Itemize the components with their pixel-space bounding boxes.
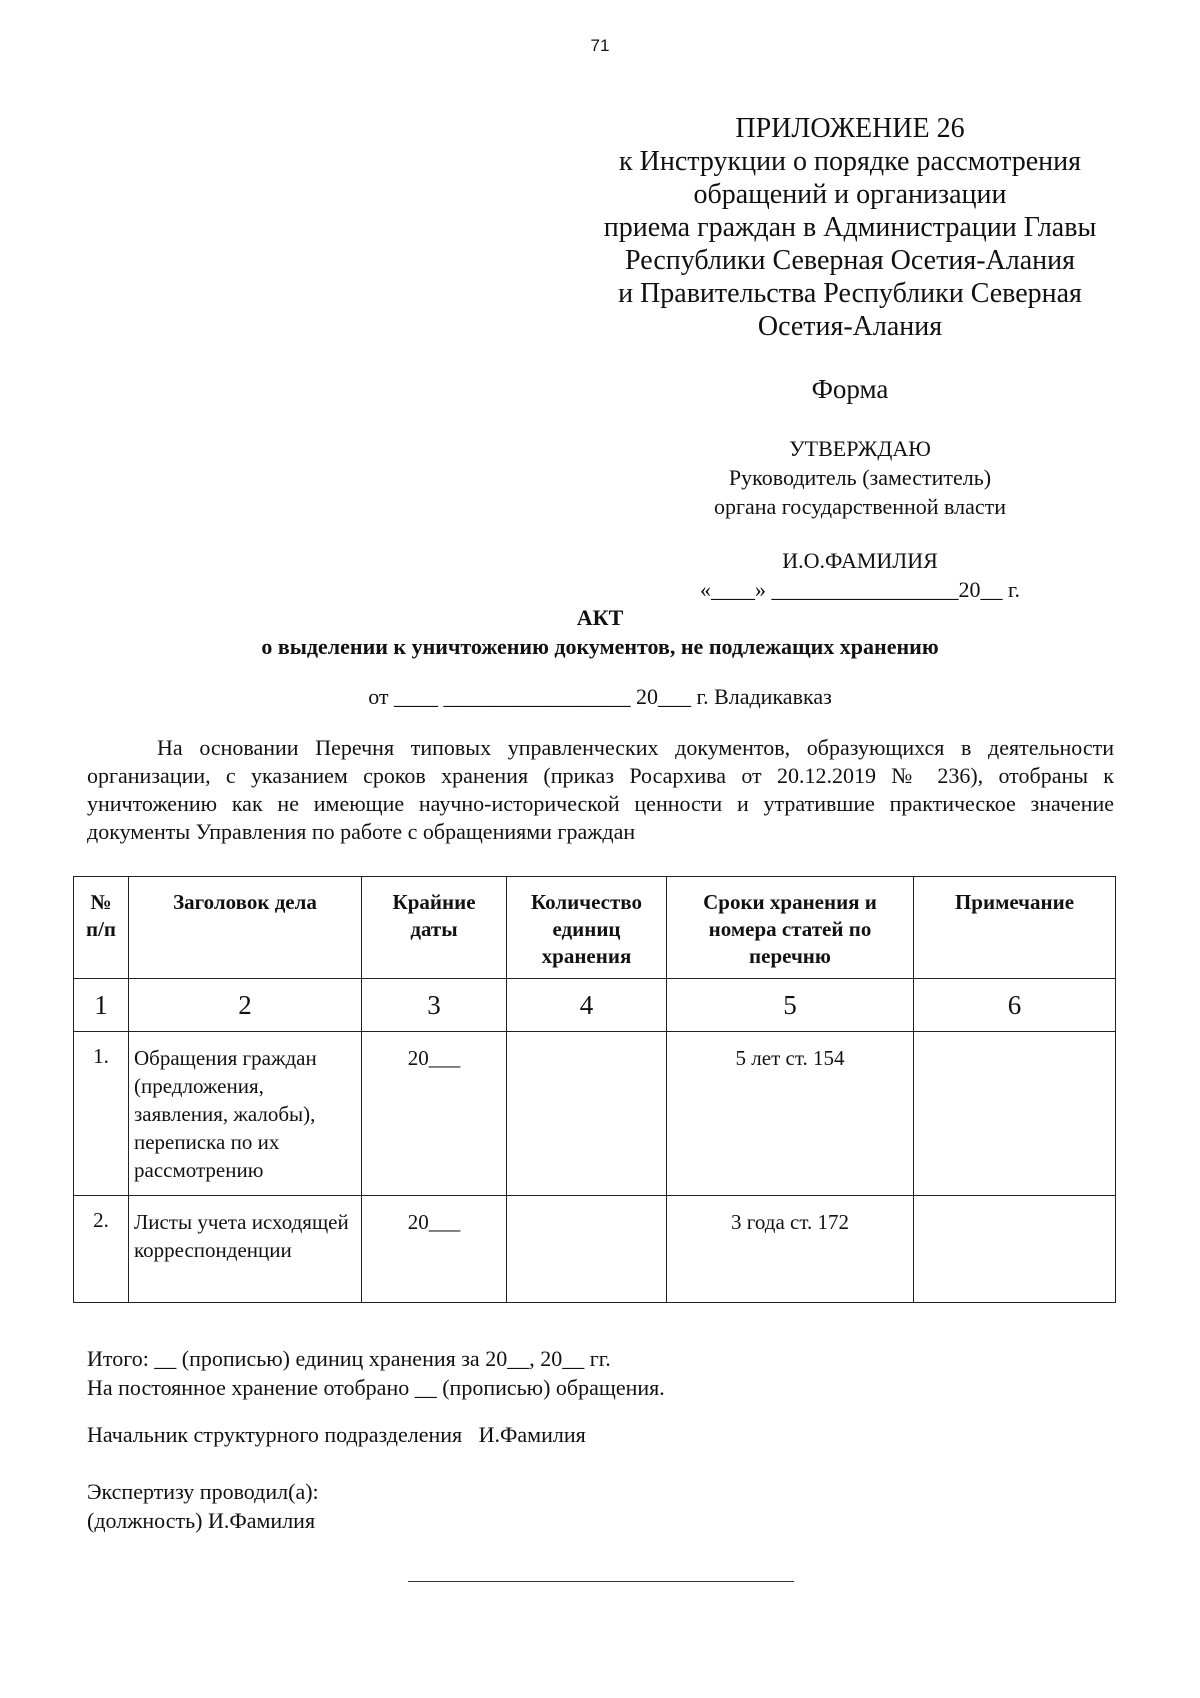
header-cell: Примечание <box>914 877 1116 979</box>
approval-position-line2: органа государственной власти <box>713 494 1007 519</box>
row-dates: 20___ <box>362 1032 507 1196</box>
appendix-line: и Правительства Республики Северная <box>618 278 1082 309</box>
row-term: 5 лет ст. 154 <box>667 1032 914 1196</box>
row-count <box>507 1032 667 1196</box>
appendix-header <box>580 112 1120 343</box>
appendix-line: приема граждан в Администрации Главы <box>603 212 1097 243</box>
head-signature: Начальник структурного подразделения И.Фамилия <box>87 1422 586 1447</box>
appendix-line: Осетия-Алания <box>757 311 943 342</box>
row-dates: 20___ <box>362 1196 507 1303</box>
approval-name: И.О.ФАМИЛИЯ <box>782 548 938 573</box>
row-number: 1. <box>74 1032 129 1196</box>
expertise-line2: (должность) И.Фамилия <box>87 1508 316 1533</box>
basis-text: На основании Перечня типовых управленческих документов, образующихся в деятельности организации, с указанием сроков хранения (приказ Росархива от 20.12.2019 № 236), отобраны к уничтожению как не имеющие научно-исторической ценности и утратившие практическое значение документы Управления по работе с обращениями граждан <box>87 735 1114 844</box>
totals-line2: На постоянное хранение отобрано __ (прописью) обращения. <box>87 1375 665 1400</box>
column-number: 1 <box>74 979 129 1032</box>
approval-block <box>680 434 1040 521</box>
row-term: 3 года ст. 172 <box>667 1196 914 1303</box>
totals-line1: Итого: __ (прописью) единиц хранения за 20__, 20__ гг. <box>87 1346 611 1371</box>
approval-position-line1: Руководитель (заместитель) <box>728 465 992 490</box>
header-cell: Количество единиц хранения <box>507 877 667 979</box>
column-number: 3 <box>362 979 507 1032</box>
appendix-line: Республики Северная Осетия-Алания <box>625 245 1075 276</box>
header-cell: № п/п <box>74 877 129 979</box>
expertise-block <box>87 1477 319 1535</box>
column-number: 2 <box>129 979 362 1032</box>
documents-table <box>73 876 1116 1303</box>
act-title: АКТ <box>576 605 624 630</box>
act-subtitle: о выделении к уничтожению документов, не подлежащих хранению <box>261 634 939 659</box>
basis-paragraph <box>87 734 1114 846</box>
approval-date-line: «____» _________________20__ г. <box>700 577 1021 602</box>
row-count <box>507 1196 667 1303</box>
header-cell: Заголовок дела <box>129 877 362 979</box>
column-number-row <box>74 979 1116 1032</box>
approval-title: УТВЕРЖДАЮ <box>789 436 931 461</box>
page-number: 71 <box>590 36 610 55</box>
table-row <box>74 1032 1116 1196</box>
appendix-line: к Инструкции о порядке рассмотрения <box>619 146 1081 177</box>
header-cell: Крайние даты <box>362 877 507 979</box>
act-date-place: от ____ _________________ 20___ г. Владикавказ <box>368 684 832 709</box>
column-number: 5 <box>667 979 914 1032</box>
row-number: 2. <box>74 1196 129 1303</box>
end-divider <box>408 1581 794 1582</box>
table-header-row <box>74 877 1116 979</box>
row-note <box>914 1196 1116 1303</box>
row-note <box>914 1032 1116 1196</box>
form-label: Форма <box>811 374 889 404</box>
totals-block <box>87 1344 665 1402</box>
appendix-line: ПРИЛОЖЕНИЕ 26 <box>735 113 965 144</box>
column-number: 4 <box>507 979 667 1032</box>
header-cell: Сроки хранения и номера статей по перечню <box>667 877 914 979</box>
appendix-line: обращений и организации <box>693 179 1007 210</box>
expertise-line1: Экспертизу проводил(а): <box>87 1479 319 1504</box>
column-number: 6 <box>914 979 1116 1032</box>
row-title: Обращения граждан (предложения, заявления, жалобы), переписка по их рассмотрению <box>129 1032 362 1196</box>
table-row <box>74 1196 1116 1303</box>
row-title: Листы учета исходящей корреспонденции <box>129 1196 362 1303</box>
